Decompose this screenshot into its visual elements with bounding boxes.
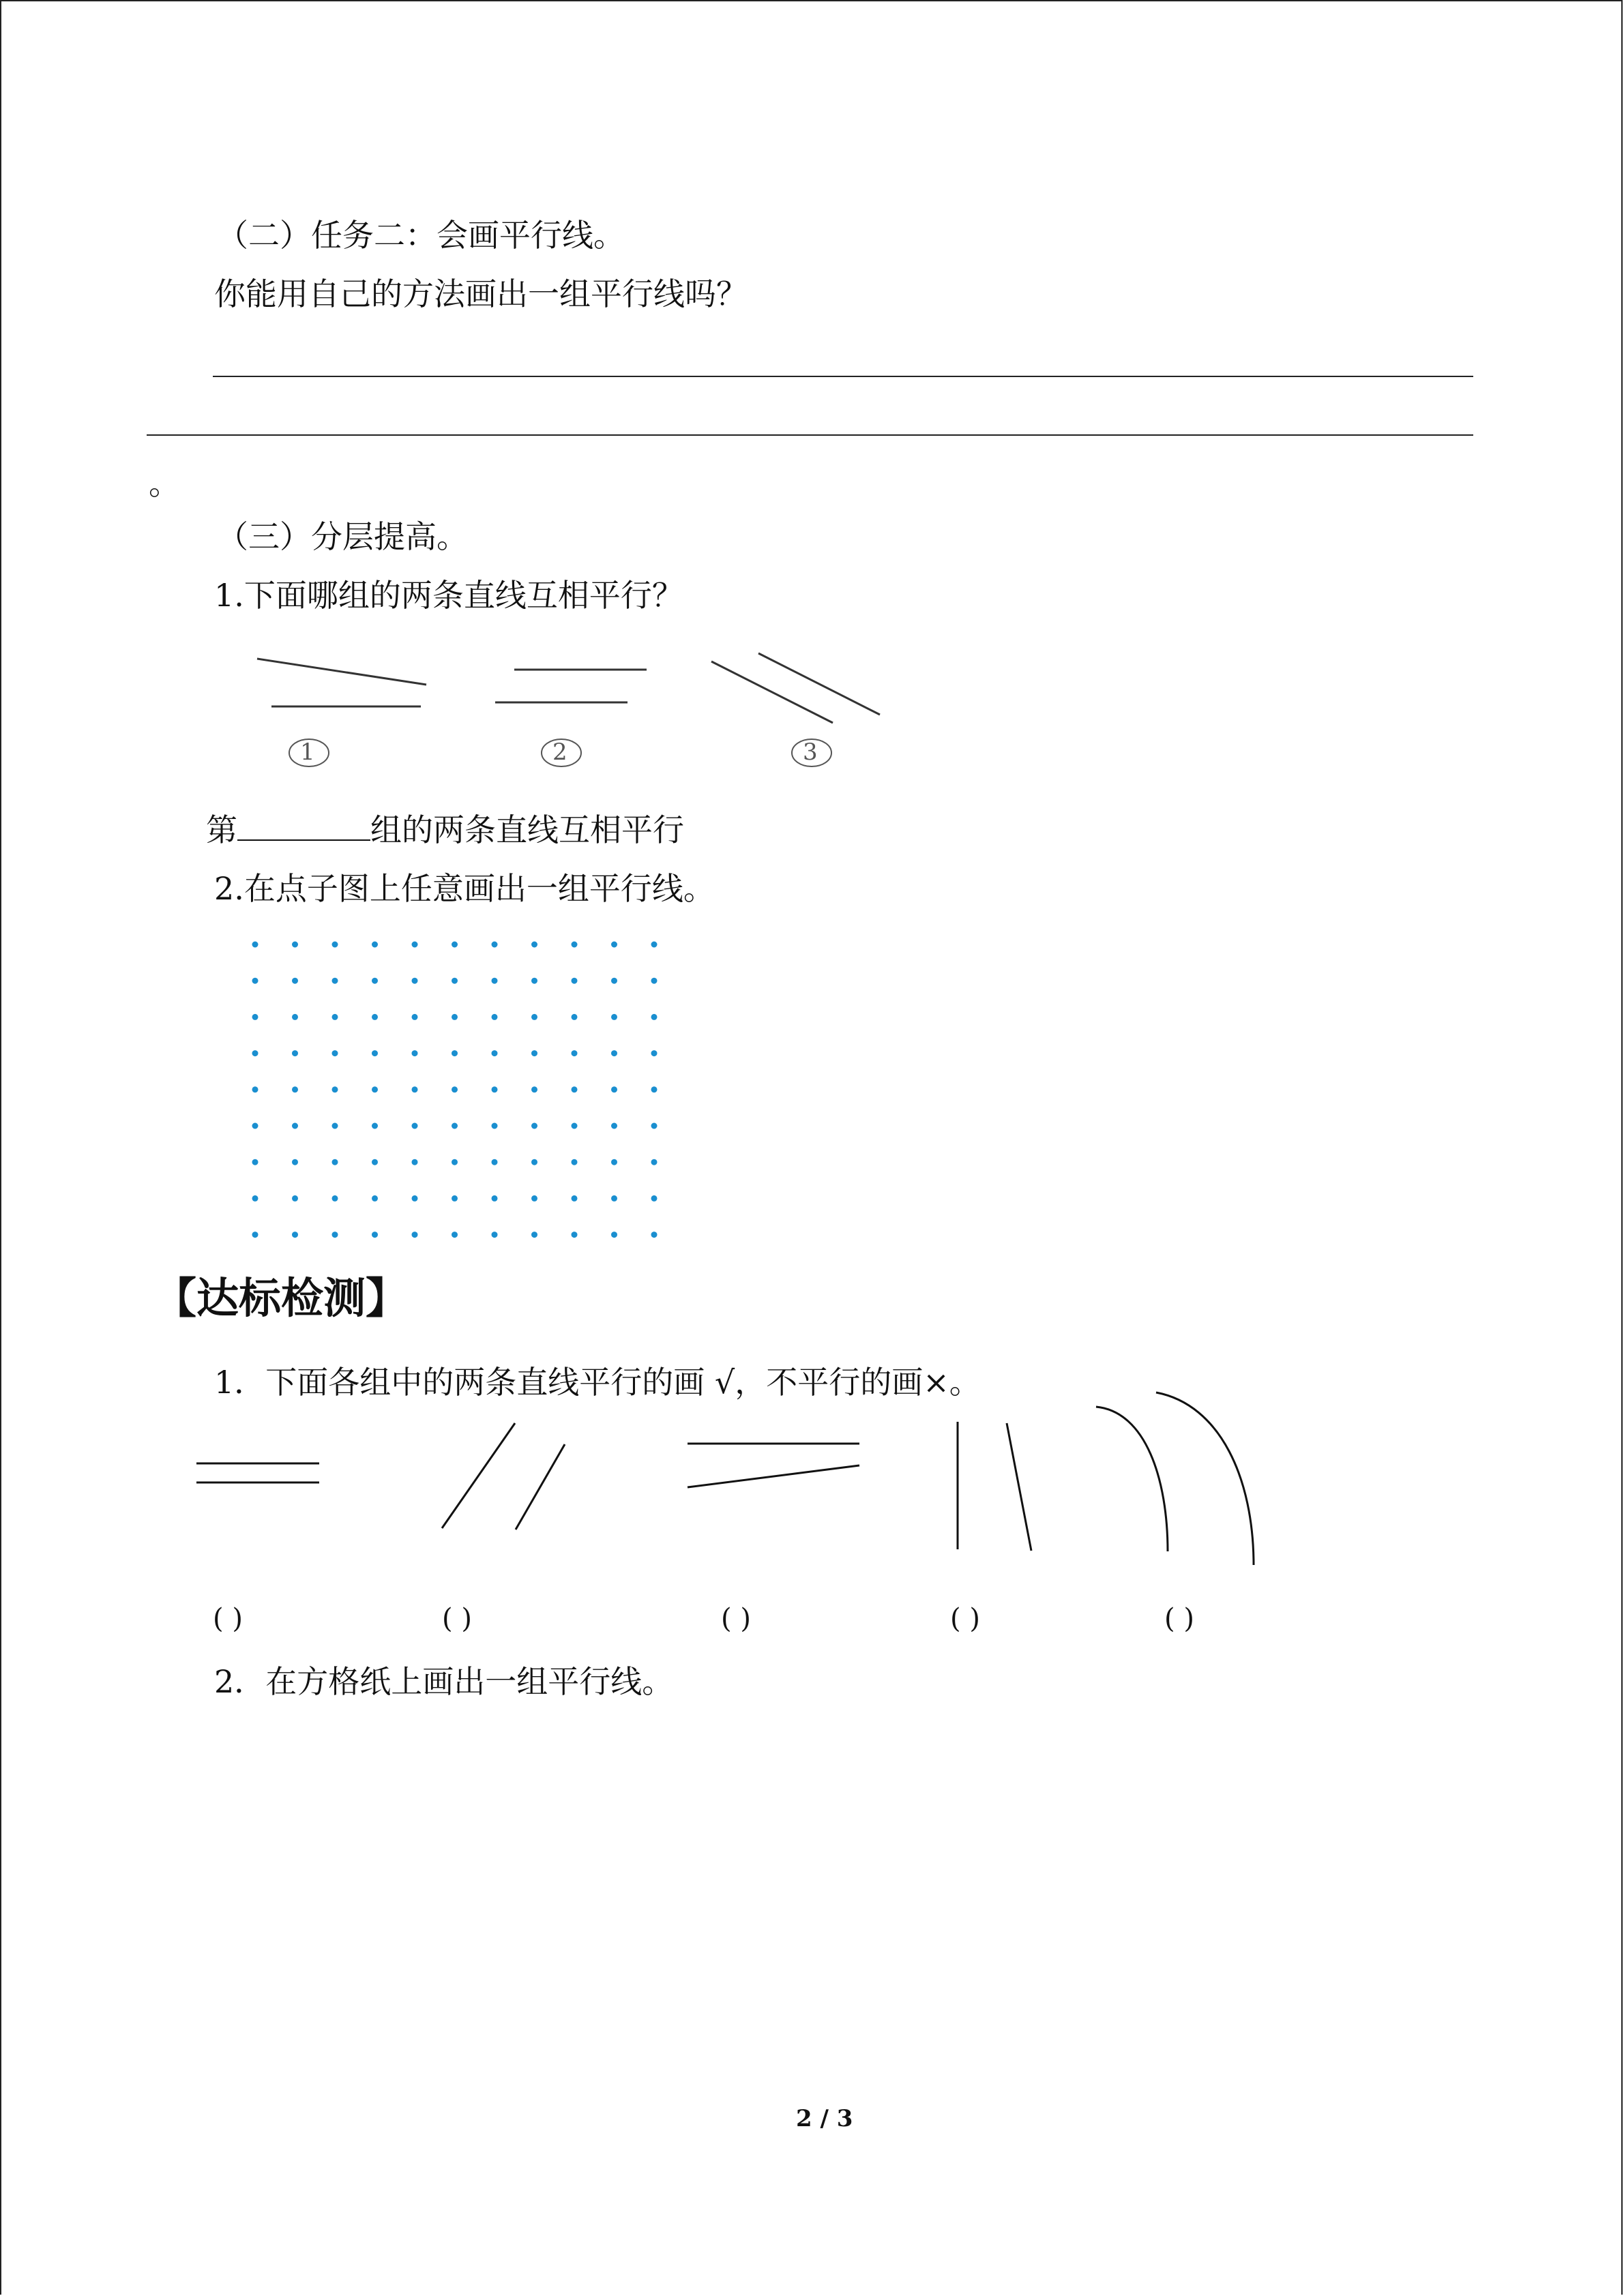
grid-dot[interactable] — [372, 978, 378, 984]
grid-dot[interactable] — [292, 978, 298, 984]
grid-dot[interactable] — [412, 1050, 418, 1056]
grid-dot[interactable] — [611, 1014, 617, 1020]
grid-dot[interactable] — [412, 1195, 418, 1202]
grid-dot[interactable] — [531, 1050, 537, 1056]
grid-dot[interactable] — [651, 1014, 658, 1020]
task2-heading: （二）任务二：会画平行线。 — [217, 217, 625, 254]
grid-dot[interactable] — [452, 1123, 458, 1129]
grid-dot[interactable] — [572, 1232, 578, 1238]
grid-dot[interactable] — [332, 1086, 338, 1092]
grid-dot[interactable] — [332, 1014, 338, 1020]
pair-3-line-b — [688, 1465, 859, 1487]
grid-dot[interactable] — [531, 942, 537, 948]
grid-dot[interactable] — [332, 978, 338, 984]
grid-dot[interactable] — [651, 1232, 658, 1238]
grid-dot[interactable] — [412, 978, 418, 984]
grid-dot[interactable] — [372, 1123, 378, 1129]
check-blank-1[interactable]: ( ) — [213, 1603, 243, 1635]
pair-4-line-b — [1007, 1423, 1031, 1551]
grid-dot[interactable] — [332, 1232, 338, 1238]
grid-dot[interactable] — [412, 1232, 418, 1238]
q1-answer-blank[interactable] — [237, 814, 370, 841]
grid-dot[interactable] — [252, 1123, 259, 1129]
grid-dot[interactable] — [372, 1086, 378, 1092]
grid-dot[interactable] — [252, 978, 259, 984]
grid-dot[interactable] — [332, 1050, 338, 1056]
grid-dot[interactable] — [452, 1232, 458, 1238]
option-1-number: 1 — [300, 739, 315, 766]
grid-dot[interactable] — [572, 1123, 578, 1129]
check-q2-text: 2．在方格纸上画出一组平行线。 — [214, 1663, 674, 1700]
option-3-number: 3 — [803, 739, 818, 766]
q1-answer-suffix: 组的两条直线互相平行 — [370, 811, 684, 848]
grid-dot[interactable] — [372, 942, 378, 948]
grid-dot[interactable] — [252, 1050, 259, 1056]
grid-dot[interactable] — [651, 942, 658, 948]
grid-dot[interactable] — [252, 1086, 259, 1092]
option-3-line-b — [711, 661, 833, 723]
q1-text: 1.下面哪组的两条直线互相平行？ — [214, 577, 683, 614]
grid-dot[interactable] — [372, 1232, 378, 1238]
grid-dot[interactable] — [572, 942, 578, 948]
task3-heading: （三）分层提高。 — [217, 518, 468, 555]
check-blank-3[interactable]: ( ) — [721, 1603, 751, 1635]
grid-dot[interactable] — [531, 1232, 537, 1238]
grid-dot[interactable] — [372, 1050, 378, 1056]
grid-dot[interactable] — [292, 1014, 298, 1020]
option-1-line-a — [257, 659, 426, 685]
grid-dot[interactable] — [452, 1086, 458, 1092]
grid-dot[interactable] — [492, 1086, 498, 1092]
grid-dot[interactable] — [492, 1014, 498, 1020]
grid-dot[interactable] — [572, 1014, 578, 1020]
pair-2-line-a — [442, 1423, 515, 1528]
grid-dot[interactable] — [572, 1050, 578, 1056]
page-number: 2 / 3 — [796, 2105, 853, 2132]
grid-dot[interactable] — [492, 978, 498, 984]
grid-dot[interactable] — [611, 1123, 617, 1129]
q1-answer-prefix: 第 — [206, 811, 237, 848]
grid-dot[interactable] — [332, 1123, 338, 1129]
grid-dot[interactable] — [452, 1014, 458, 1020]
grid-dot[interactable] — [292, 1050, 298, 1056]
grid-dot[interactable] — [611, 1086, 617, 1092]
grid-dot[interactable] — [252, 942, 259, 948]
grid-dot[interactable] — [372, 1195, 378, 1202]
grid-dot[interactable] — [372, 1014, 378, 1020]
grid-dot[interactable] — [651, 978, 658, 984]
grid-dot[interactable] — [531, 1086, 537, 1092]
grid-dot[interactable] — [292, 1123, 298, 1129]
grid-dot[interactable] — [531, 1159, 537, 1165]
grid-dot[interactable] — [292, 942, 298, 948]
grid-dot[interactable] — [572, 1086, 578, 1092]
grid-dot[interactable] — [611, 1232, 617, 1238]
grid-dot[interactable] — [492, 942, 498, 948]
grid-dot[interactable] — [332, 1159, 338, 1165]
grid-dot[interactable] — [452, 1159, 458, 1165]
grid-dot[interactable] — [651, 1159, 658, 1165]
grid-dot[interactable] — [572, 1195, 578, 1202]
grid-dot[interactable] — [292, 1195, 298, 1202]
grid-dot[interactable] — [252, 1014, 259, 1020]
check-q1-text: 1．下面各组中的两条直线平行的画 √，不平行的画×。 — [214, 1364, 981, 1401]
grid-dot[interactable] — [572, 978, 578, 984]
grid-dot[interactable] — [611, 1159, 617, 1165]
grid-dot[interactable] — [611, 978, 617, 984]
grid-dot[interactable] — [292, 1159, 298, 1165]
grid-dot[interactable] — [651, 1123, 658, 1129]
grid-dot[interactable] — [332, 1195, 338, 1202]
grid-dot[interactable] — [492, 1159, 498, 1165]
grid-dot[interactable] — [412, 1123, 418, 1129]
task2-question: 你能用自己的方法画出一组平行线吗？ — [214, 275, 748, 312]
grid-dot[interactable] — [412, 1159, 418, 1165]
grid-dot[interactable] — [492, 1050, 498, 1056]
grid-dot[interactable] — [292, 1086, 298, 1092]
check-heading: 【达标检测】 — [154, 1273, 409, 1323]
grid-dot[interactable] — [452, 1050, 458, 1056]
grid-dot[interactable] — [252, 1195, 259, 1202]
grid-dot[interactable] — [492, 1232, 498, 1238]
grid-dot[interactable] — [611, 942, 617, 948]
check-blank-5[interactable]: ( ) — [1164, 1603, 1194, 1635]
grid-dot[interactable] — [412, 1014, 418, 1020]
q2-text: 2.在点子图上任意画出一组平行线。 — [214, 870, 715, 907]
grid-dot[interactable] — [492, 1123, 498, 1129]
grid-dot[interactable] — [412, 1086, 418, 1092]
grid-dot[interactable] — [412, 942, 418, 948]
option-3-line-a — [758, 653, 880, 715]
grid-dot[interactable] — [252, 1159, 259, 1165]
grid-dot[interactable] — [252, 1232, 259, 1238]
grid-dot[interactable] — [651, 1195, 658, 1202]
grid-dot[interactable] — [332, 942, 338, 948]
period-mark: 。 — [149, 465, 180, 502]
pair-2-line-b — [516, 1444, 565, 1530]
grid-dot[interactable] — [611, 1050, 617, 1056]
grid-dot[interactable] — [452, 978, 458, 984]
grid-dot[interactable] — [292, 1232, 298, 1238]
grid-dot[interactable] — [531, 1014, 537, 1020]
grid-dot[interactable] — [452, 1195, 458, 1202]
grid-dot[interactable] — [372, 1159, 378, 1165]
pair-5-curve-b — [1156, 1392, 1254, 1565]
check-blank-4[interactable]: ( ) — [950, 1603, 980, 1635]
grid-dot[interactable] — [531, 1123, 537, 1129]
grid-dot[interactable] — [572, 1159, 578, 1165]
grid-dot[interactable] — [651, 1050, 658, 1056]
grid-dot[interactable] — [611, 1195, 617, 1202]
pair-5-curve-a — [1096, 1407, 1168, 1551]
q1-answer-sentence — [206, 811, 684, 848]
grid-dot[interactable] — [651, 1086, 658, 1092]
grid-dot[interactable] — [531, 1195, 537, 1202]
grid-dot[interactable] — [531, 978, 537, 984]
option-2-number: 2 — [552, 739, 567, 766]
dot-grid[interactable] — [252, 942, 658, 1238]
check-blank-2[interactable]: ( ) — [442, 1603, 472, 1635]
grid-dot[interactable] — [452, 942, 458, 948]
grid-dot[interactable] — [492, 1195, 498, 1202]
